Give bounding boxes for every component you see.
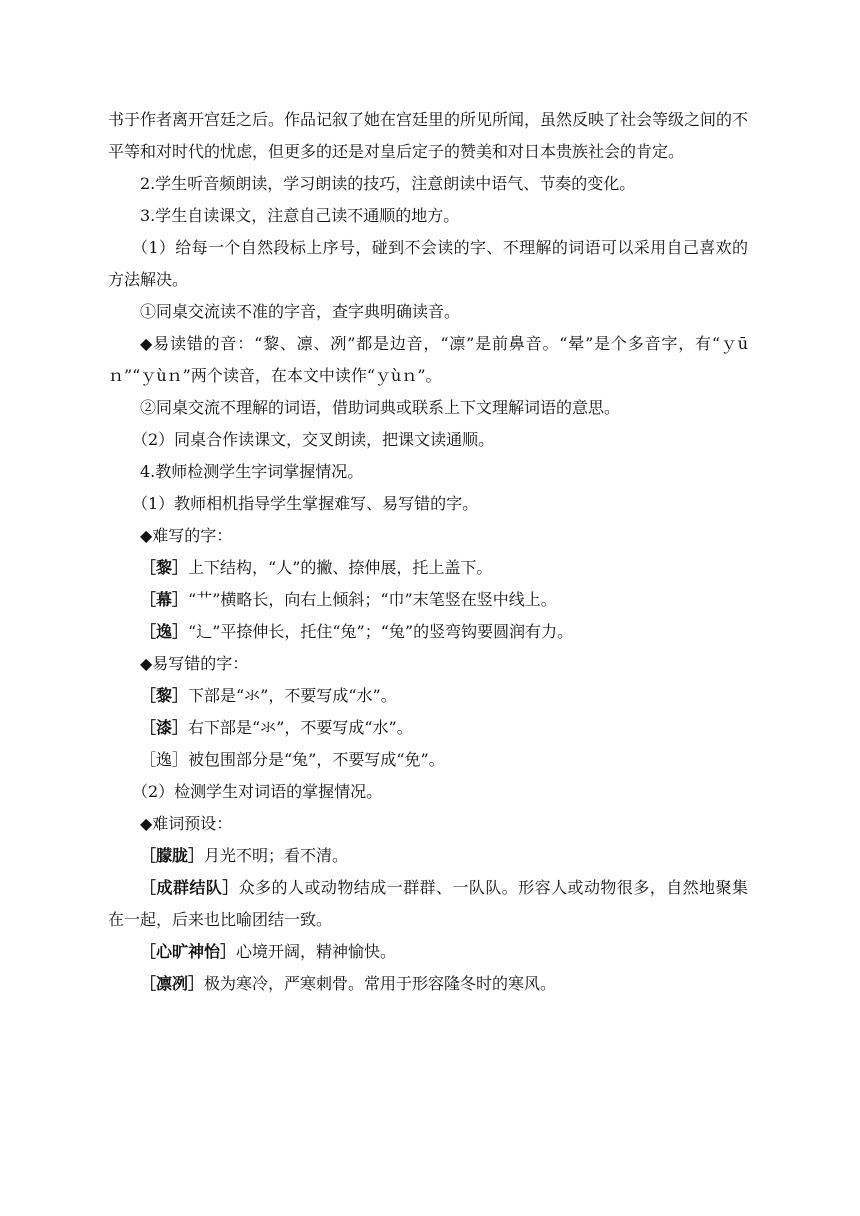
entry-word-chengqunjiedui	[108, 872, 748, 936]
entry-char-mu	[108, 584, 748, 616]
term-definition: “艹”横略长，向右上倾斜；“巾”末笔竖在竖中线上。	[188, 590, 557, 609]
heading-difficult-words: ◆难词预设：	[140, 814, 233, 833]
term-label: ［逸］	[140, 622, 189, 641]
entry-miswrite-yi: ［逸］被包围部分是“兔”，不要写成“免”。	[140, 750, 445, 769]
entry-miswrite-li	[108, 680, 748, 712]
heading-hard-to-write: ◆难写的字：	[140, 526, 233, 545]
term-label: ［黎］	[140, 558, 189, 577]
term-definition: 上下结构，“人”的撇、捺伸展，托上盖下。	[188, 558, 493, 577]
term-label: ［幕］	[140, 590, 189, 609]
entry-char-yi	[108, 616, 748, 648]
term-label: ［心旷神怡］	[140, 942, 237, 961]
entry-miswrite-qi	[108, 712, 748, 744]
entry-word-linlie	[108, 968, 748, 1000]
term-label: ［凛冽］	[140, 974, 205, 993]
term-definition: 心境开阔，精神愉快。	[236, 942, 397, 961]
step-2-listen-audio: 2.学生听音频朗读，学习朗读的技巧，注意朗读中语气、节奏的变化。	[140, 174, 636, 193]
substep-2-vocabulary-check: （2）检测学生对词语的掌握情况。	[132, 782, 383, 801]
item-pronunciation-exchange: ①同桌交流读不准的字音，查字典明确读音。	[140, 302, 461, 321]
term-label: ［朦胧］	[140, 846, 205, 865]
heading-easy-to-miswrite: ◆易写错的字：	[140, 654, 249, 673]
entry-word-menglong	[108, 840, 748, 872]
note-misread-sounds: ◆易读错的音：“黎、凛、冽”都是边音，“凛”是前鼻音。“晕”是个多音字，有“ｙūｎ”“ｙùｎ”两个读音，在本文中读作“ｙùｎ”。	[108, 334, 748, 385]
term-definition: 下部是“氺”，不要写成“水”。	[188, 686, 397, 705]
paragraph-intro-continuation: 书于作者离开宫廷之后。作品记叙了她在宫廷里的所见所闻，虽然反映了社会等级之间的不平等和对时代的忧虑，但更多的还是对皇后定子的赞美和对日本贵族社会的肯定。	[108, 110, 749, 161]
substep-1-writing-guidance: （1）教师相机指导学生掌握难写、易写错的字。	[132, 494, 479, 513]
step-4-teacher-check: 4.教师检测学生字词掌握情况。	[140, 462, 364, 481]
step-3-self-read: 3.学生自读课文，注意自己读不通顺的地方。	[140, 206, 460, 225]
term-definition: 极为寒冷，严寒刺骨。常用于形容隆冬时的寒风。	[204, 974, 557, 993]
term-definition: “辶”平捺伸长，托住“兔”；“兔”的竖弯钩要圆润有力。	[188, 622, 574, 641]
entry-char-li	[108, 552, 748, 584]
term-label: ［成群结队］	[140, 878, 239, 897]
entry-word-xinkuangshenyi	[108, 936, 748, 968]
term-definition: 月光不明；看不清。	[204, 846, 349, 865]
term-label: ［漆］	[140, 718, 189, 737]
term-definition: 右下部是“氺”，不要写成“水”。	[188, 718, 413, 737]
item-vocabulary-exchange: ②同桌交流不理解的词语，借助词典或联系上下文理解词语的意思。	[140, 398, 621, 417]
substep-1-number-paragraphs: （1）给每一个自然段标上序号，碰到不会读的字、不理解的词语可以采用自己喜欢的方法解决。	[108, 238, 748, 289]
term-definition: 众多的人或动物结成一群群、一队队。形容人或动物很多，自然地聚集在一起，后来也比喻团结一致。	[108, 878, 748, 929]
document-body	[108, 104, 748, 1000]
term-label: ［黎］	[140, 686, 189, 705]
substep-2-partner-reading: （2）同桌合作读课文，交叉朗读，把课文读通顺。	[132, 430, 495, 449]
